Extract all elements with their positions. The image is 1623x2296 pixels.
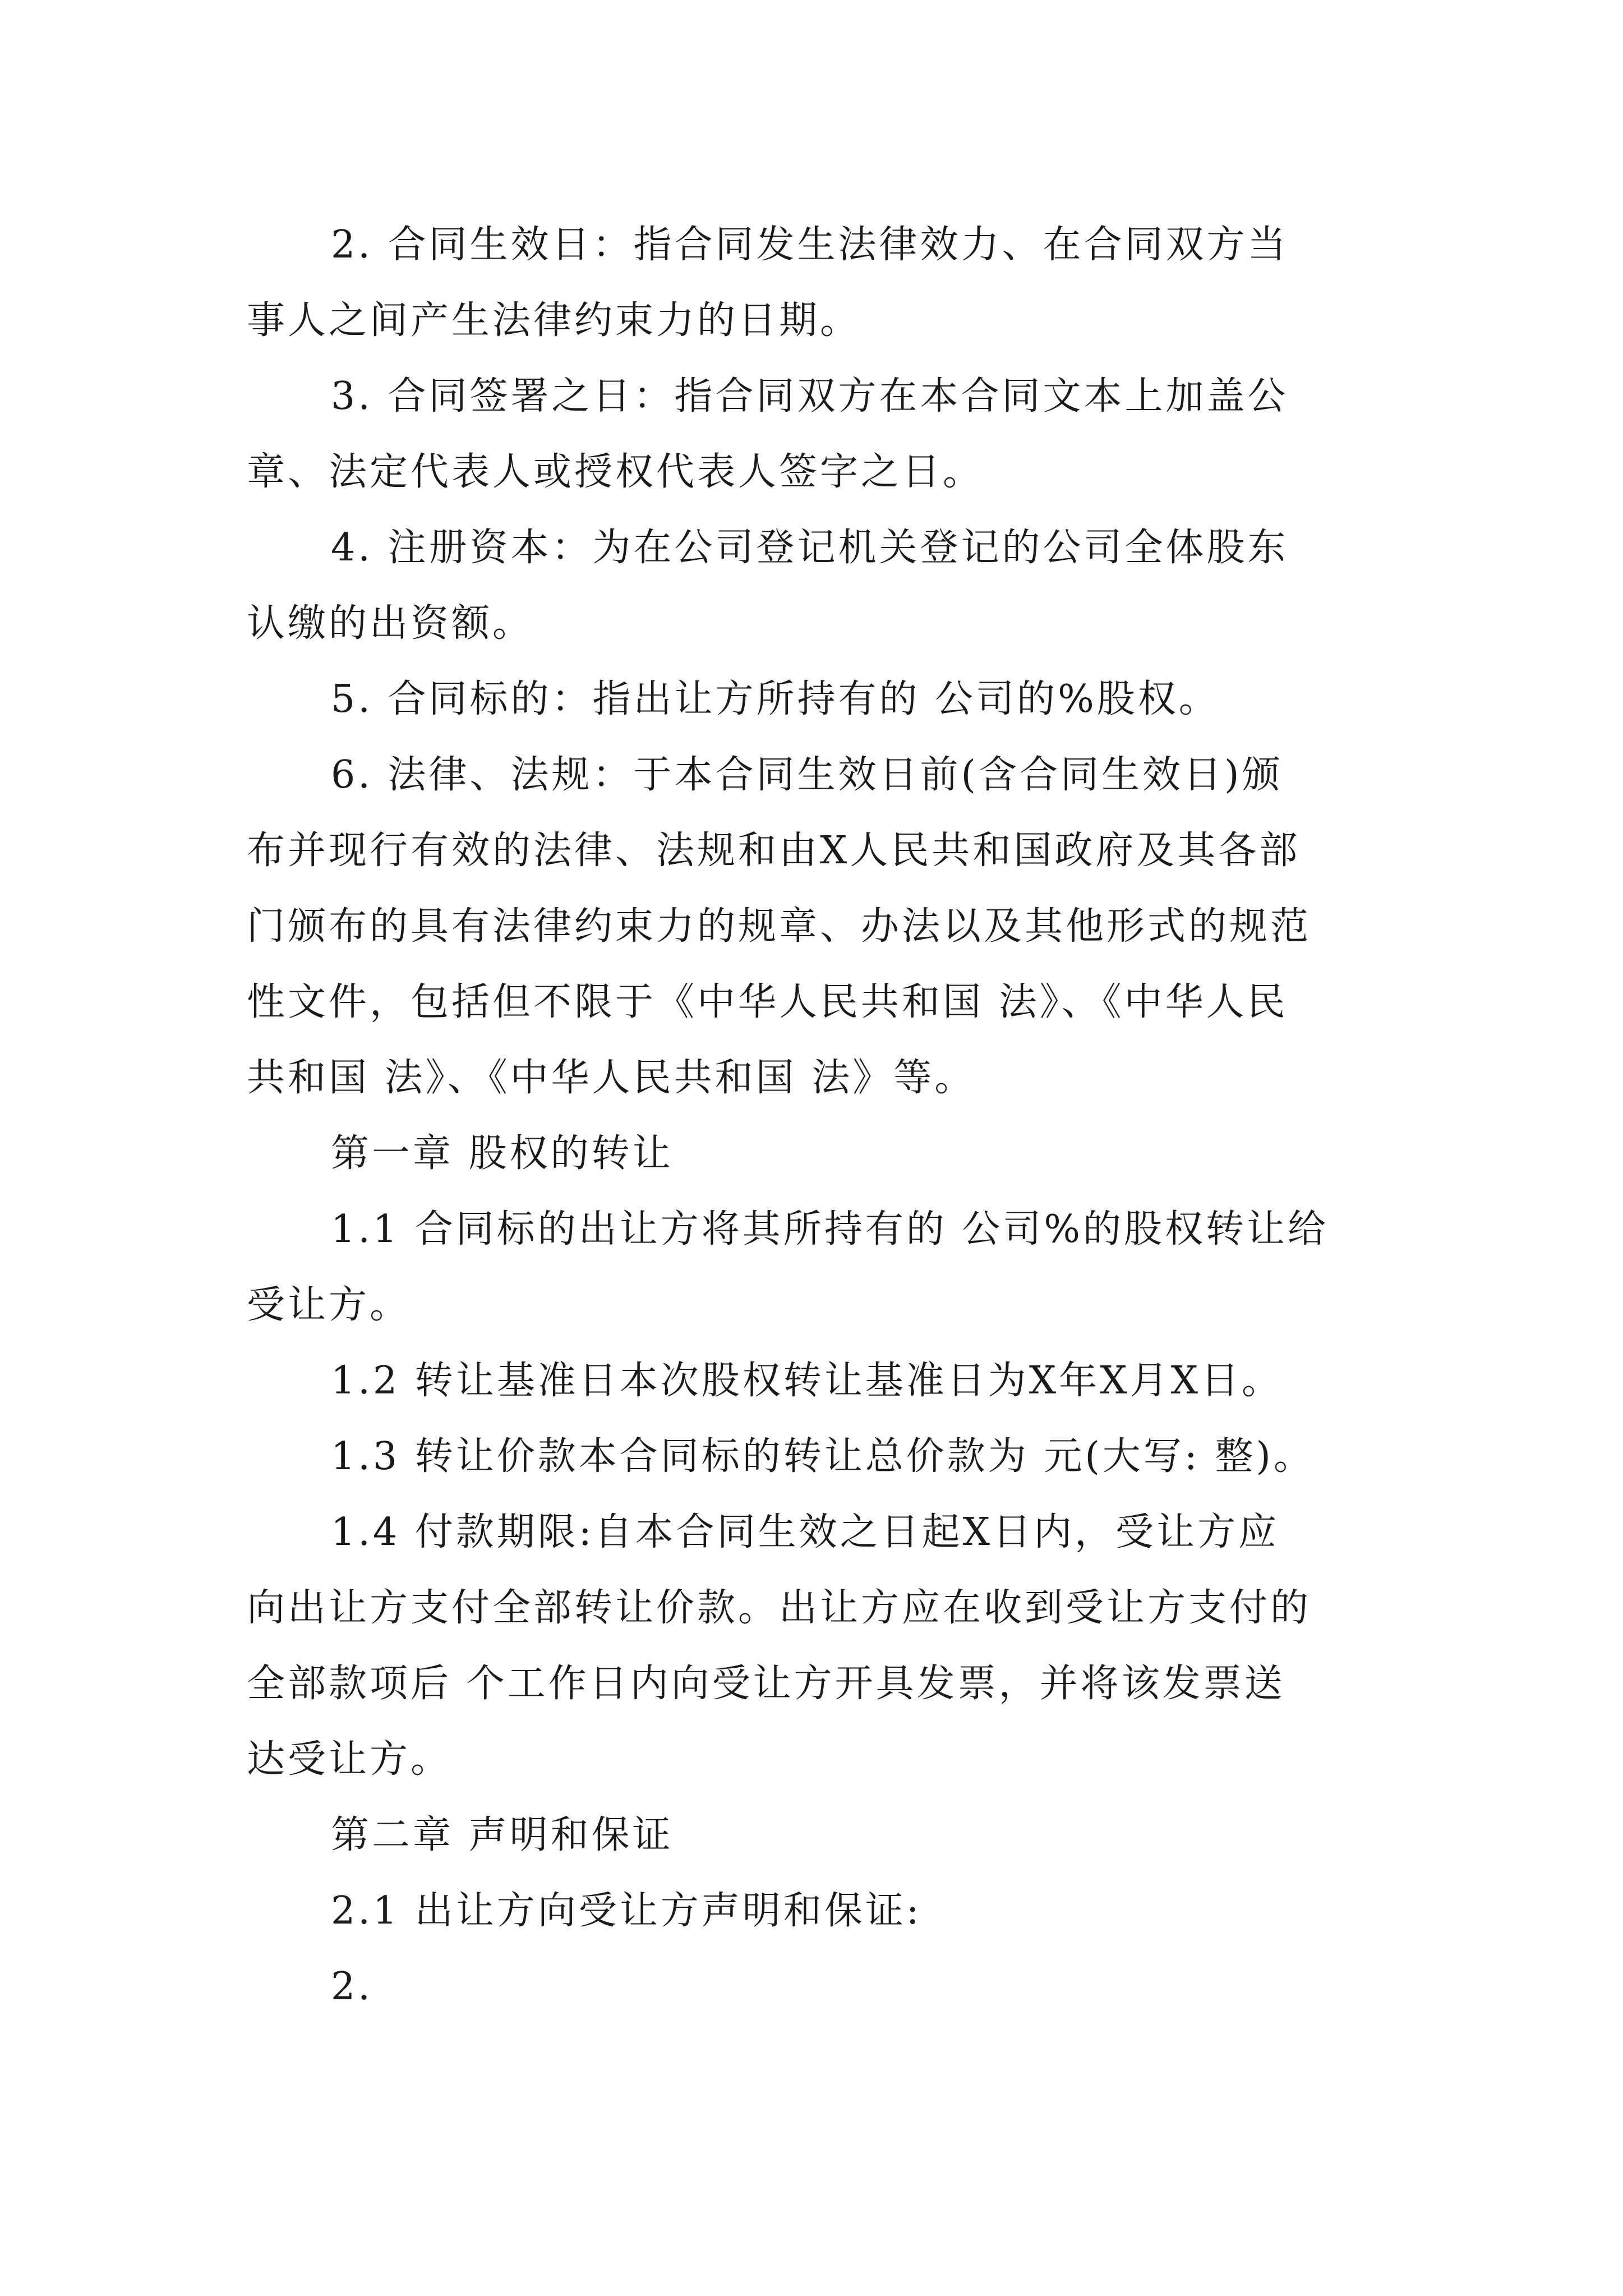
chapter-2-heading: 第二章 声明和保证 — [331, 1813, 674, 1857]
clause-2-1-line-1: 2.1 出让方向受让方声明和保证: — [331, 1889, 922, 1933]
clause-1-1-line-2: 受让方。 — [247, 1283, 411, 1327]
definition-6-line-4: 性文件，包括但不限于《中华人民共和国 法》、《中华人民 — [247, 980, 1288, 1024]
definition-6-line-5: 共和国 法》、《中华人民共和国 法》等。 — [247, 1056, 976, 1100]
definition-2-line-1: 2. 合同生效日：指合同发生法律效力、在合同双方当 — [331, 223, 1289, 267]
clause-1-4-line-3: 全部款项后 个工作日内向受让方开具发票，并将该发票送 — [247, 1662, 1285, 1706]
clause-1-2-line-1: 1.2 转让基准日本次股权转让基准日为X年X月X日。 — [331, 1359, 1283, 1403]
definition-6-line-2: 布并现行有效的法律、法规和由X人民共和国政府及其各部 — [247, 829, 1301, 873]
clause-1-1-line-1: 1.1 合同标的出让方将其所持有的 公司%的股权转让给 — [331, 1207, 1329, 1251]
definition-6-line-3: 门颁布的具有法律约束力的规章、办法以及其他形式的规范 — [247, 904, 1312, 949]
definition-2-line-2: 事人之间产生法律约束力的日期。 — [247, 298, 861, 343]
clause-2-2-line-1: 2. — [331, 1964, 373, 2009]
definition-3-line-2: 章、法定代表人或授权代表人签字之日。 — [247, 450, 984, 494]
chapter-1-heading: 第一章 股权的转让 — [331, 1131, 674, 1176]
definition-5-line-1: 5. 合同标的：指出让方所持有的 公司的%股权。 — [331, 677, 1220, 721]
definition-3-line-1: 3. 合同签署之日：指合同双方在本合同文本上加盖公 — [331, 374, 1289, 418]
definition-4-line-1: 4. 注册资本：为在公司登记机关登记的公司全体股东 — [331, 526, 1289, 570]
clause-1-4-line-2: 向出让方支付全部转让价款。出让方应在收到受让方支付的 — [247, 1586, 1312, 1630]
clause-1-4-line-4: 达受让方。 — [247, 1737, 452, 1782]
clause-1-4-line-1: 1.4 付款期限:自本合同生效之日起X日内，受让方应 — [331, 1510, 1280, 1554]
clause-1-3-line-1: 1.3 转让价款本合同标的转让总价款为 元(大写: 整)。 — [331, 1434, 1315, 1479]
definition-4-line-2: 认缴的出资额。 — [247, 601, 534, 646]
definition-6-line-1: 6. 法律、法规：于本合同生效日前(含合同生效日)颁 — [331, 753, 1283, 797]
